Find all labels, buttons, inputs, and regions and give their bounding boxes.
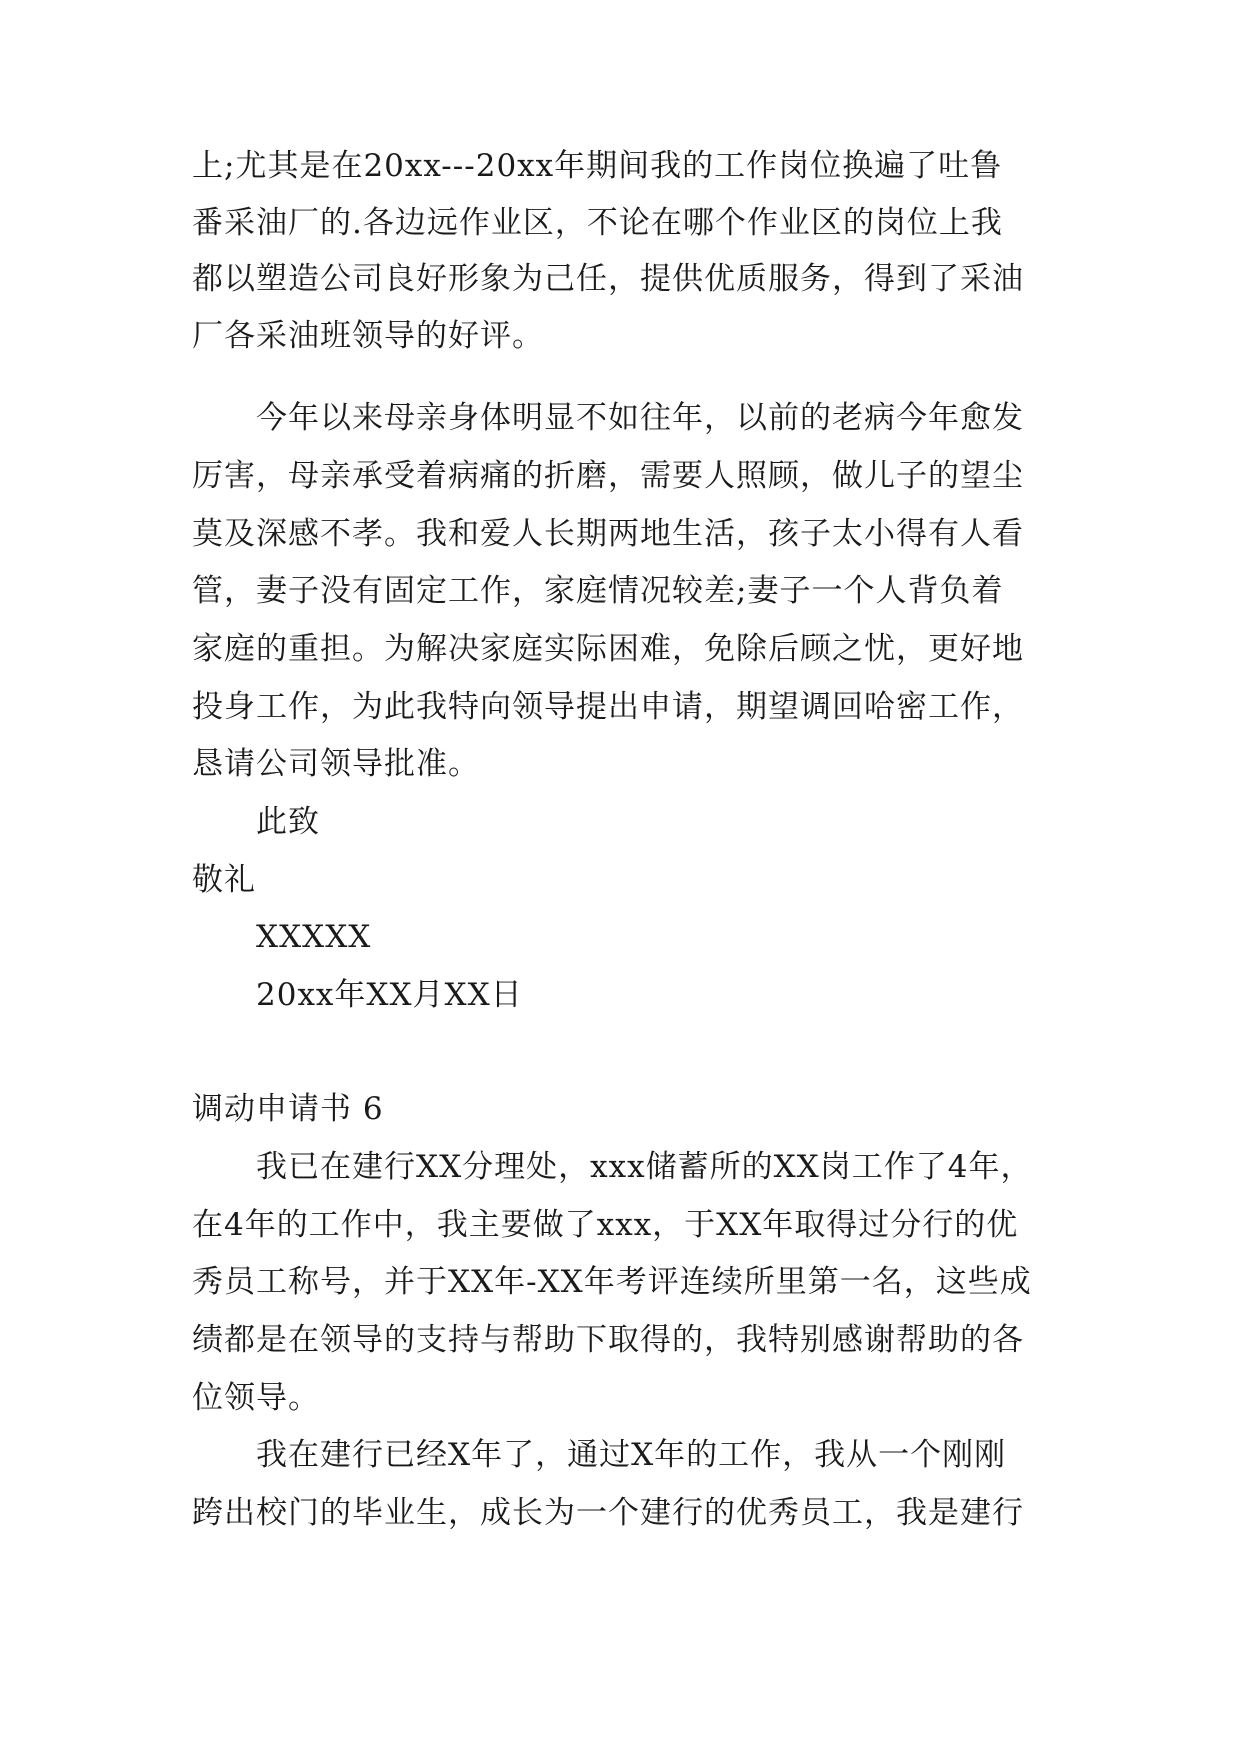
section-title: 调动申请书 6 <box>192 1091 384 1127</box>
signature-name: XXXXX <box>256 919 372 955</box>
body-line: 秀员工称号，并于XX年-XX年考评连续所里第一名，这些成 <box>192 1264 1032 1300</box>
body-line: 在4年的工作中，我主要做了xxx，于XX年取得过分行的优 <box>192 1207 1019 1243</box>
body-line: 恳请公司领导批准。 <box>192 746 480 782</box>
body-line: 位领导。 <box>192 1380 320 1416</box>
body-line: 厉害，母亲承受着病痛的折磨，需要人照顾，做儿子的望尘 <box>192 458 1024 494</box>
paragraph-start-line: 我已在建行XX分理处，xxx储蓄所的XX岗工作了4年， <box>256 1149 1033 1185</box>
closing-salutation: 此致 <box>256 804 320 840</box>
closing-regards: 敬礼 <box>192 862 256 898</box>
paragraph-start-line: 今年以来母亲身体明显不如往年，以前的老病今年愈发 <box>256 400 1024 436</box>
body-line: 莫及深感不孝。我和爱人长期两地生活，孩子太小得有人看 <box>192 516 1024 552</box>
paragraph-start-line: 我在建行已经X年了，通过X年的工作，我从一个刚刚 <box>256 1437 1007 1473</box>
body-line: 厂各采油班领导的好评。 <box>192 318 544 354</box>
body-line: 管，妻子没有固定工作，家庭情况较差;妻子一个人背负着 <box>192 573 1004 609</box>
body-line: 上;尤其是在20xx---20xx年期间我的工作岗位换遍了吐鲁 <box>192 148 1003 184</box>
body-line: 番采油厂的.各边远作业区，不论在哪个作业区的岗位上我 <box>192 205 1003 241</box>
body-line: 绩都是在领导的支持与帮助下取得的，我特别感谢帮助的各 <box>192 1322 1024 1358</box>
body-line: 都以塑造公司良好形象为己任，提供优质服务，得到了采油 <box>192 261 1024 297</box>
body-line: 跨出校门的毕业生，成长为一个建行的优秀员工，我是建行 <box>192 1495 1024 1531</box>
body-line: 家庭的重担。为解决家庭实际困难，免除后顾之忧，更好地 <box>192 631 1024 667</box>
signature-date: 20xx年XX月XX日 <box>256 977 523 1013</box>
body-line: 投身工作，为此我特向领导提出申请，期望调回哈密工作， <box>192 689 1024 725</box>
